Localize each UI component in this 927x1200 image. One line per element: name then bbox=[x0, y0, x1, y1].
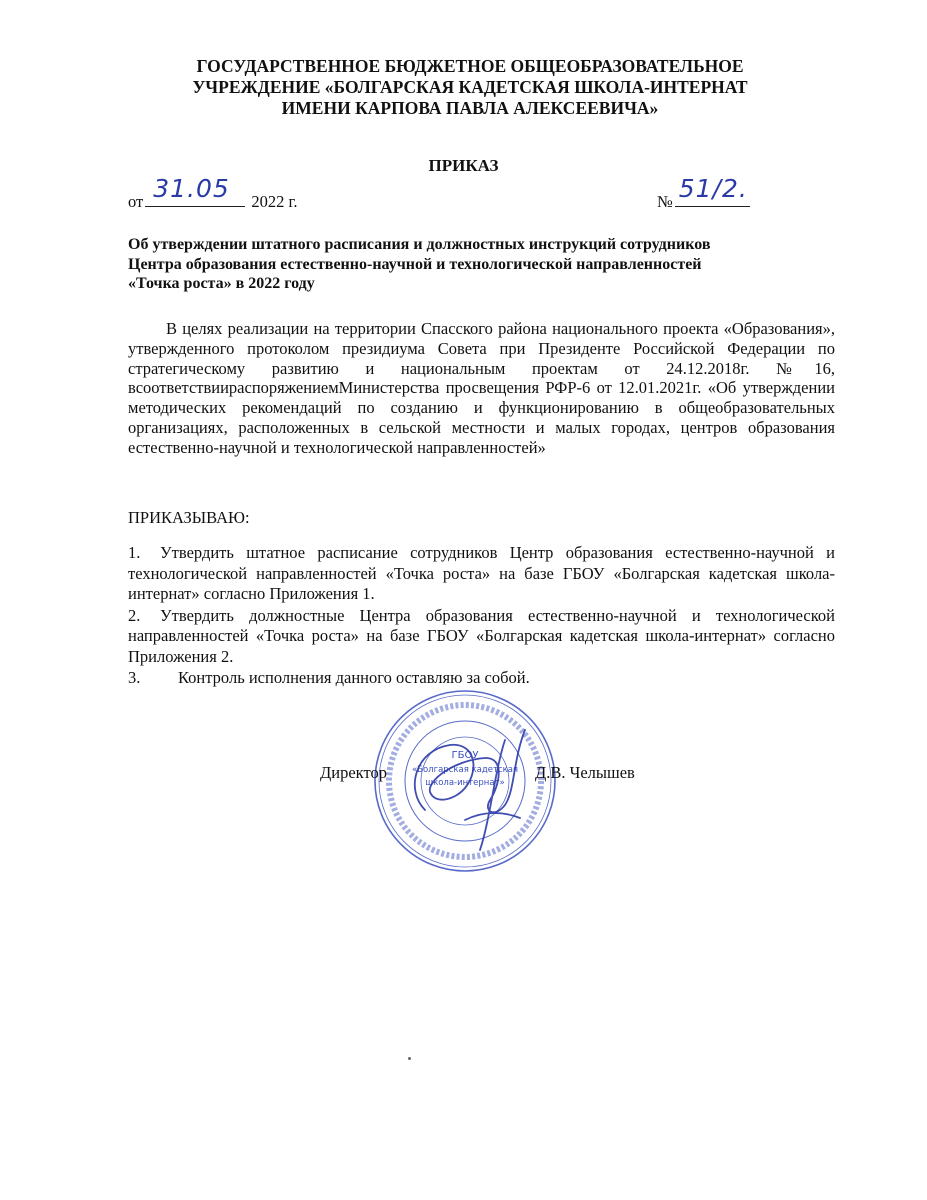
signatory-position: Директор bbox=[320, 763, 387, 782]
handwritten-signature bbox=[395, 700, 545, 860]
stamp-line-2: «Болгарская кадетская bbox=[411, 765, 519, 775]
number-line bbox=[657, 174, 750, 212]
handwritten-date: 31.05 bbox=[153, 174, 230, 203]
subject-line-1: Об утверждении штатного расписания и должностных инструкций сотрудников bbox=[128, 236, 711, 253]
item-text: Контроль исполнения данного оставляю за собой. bbox=[178, 668, 530, 687]
org-line-2: УЧРЕЖДЕНИЕ «БОЛГАРСКАЯ КАДЕТСКАЯ ШКОЛА-ИНТЕРНАТ bbox=[192, 77, 748, 97]
item-number: 2. bbox=[128, 605, 141, 625]
document-title: ПРИКАЗ bbox=[428, 156, 499, 175]
date-prefix: от bbox=[128, 192, 144, 211]
subject-line-3: «Точка роста» в 2022 году bbox=[128, 275, 315, 292]
subject-line-2: Центра образования естественно-научной и технологической направленностей bbox=[128, 255, 702, 273]
org-line-3: ИМЕНИ КАРПОВА ПАВЛА АЛЕКСЕЕВИЧА» bbox=[281, 98, 659, 118]
scan-speck bbox=[408, 1057, 411, 1060]
item-number: 1. bbox=[128, 543, 141, 562]
item-text: Утвердить штатное расписание сотрудников Центр образования естественно-научной и технологической направленностей «Точка роста» на базе ГБОУ «Болгарская кадетская школа-интернат» согласно Приложения 1. bbox=[128, 543, 835, 603]
order-word: ПРИКАЗЫВАЮ: bbox=[128, 508, 250, 527]
list-item bbox=[128, 543, 835, 605]
organization-header bbox=[120, 56, 820, 119]
stamp-line-3: школа-интернат» bbox=[425, 778, 505, 788]
order-subject bbox=[128, 235, 808, 294]
handwritten-number: 51/2. bbox=[678, 174, 748, 203]
date-line bbox=[128, 174, 298, 212]
list-item bbox=[128, 606, 835, 668]
preamble-paragraph: В целях реализации на территории Спасского района национального проекта «Образования», утвержденного протоколом президиума Совета при Президенте Российской Федерации по стратегическому развитию и национальным проектам от 24.12.2018г. №16, всоответствиираспоряжениемМинистерства просвещения РФР-6 от 12.01.2021г. «Об утверждении методических рекомендаций по созданию и функционированию в общеобразовательных организациях, расположенных в сельской местности и малых городах, центров образования естественно-научной и технологической направленностей» bbox=[128, 319, 835, 457]
number-blank bbox=[675, 174, 750, 207]
org-line-1: ГОСУДАРСТВЕННОЕ БЮДЖЕТНОЕ ОБЩЕОБРАЗОВАТЕЛЬНОЕ bbox=[196, 56, 744, 76]
signatory-name: Д.В. Челышев bbox=[535, 763, 635, 782]
item-text: Утвердить должностные Центра образования естественно-научной и технологической направленностей «Точка роста» на базе ГБОУ «Болгарская кадетская школа-интернат» согласно Приложения 2. bbox=[128, 605, 835, 666]
order-items-list bbox=[128, 543, 835, 690]
item-number: 3. bbox=[128, 668, 141, 687]
date-suffix: 2022 г. bbox=[251, 192, 298, 211]
date-blank bbox=[145, 174, 245, 207]
list-item bbox=[128, 668, 835, 689]
stamp-line-1: ГБОУ bbox=[451, 750, 479, 761]
number-prefix: № bbox=[657, 192, 673, 211]
